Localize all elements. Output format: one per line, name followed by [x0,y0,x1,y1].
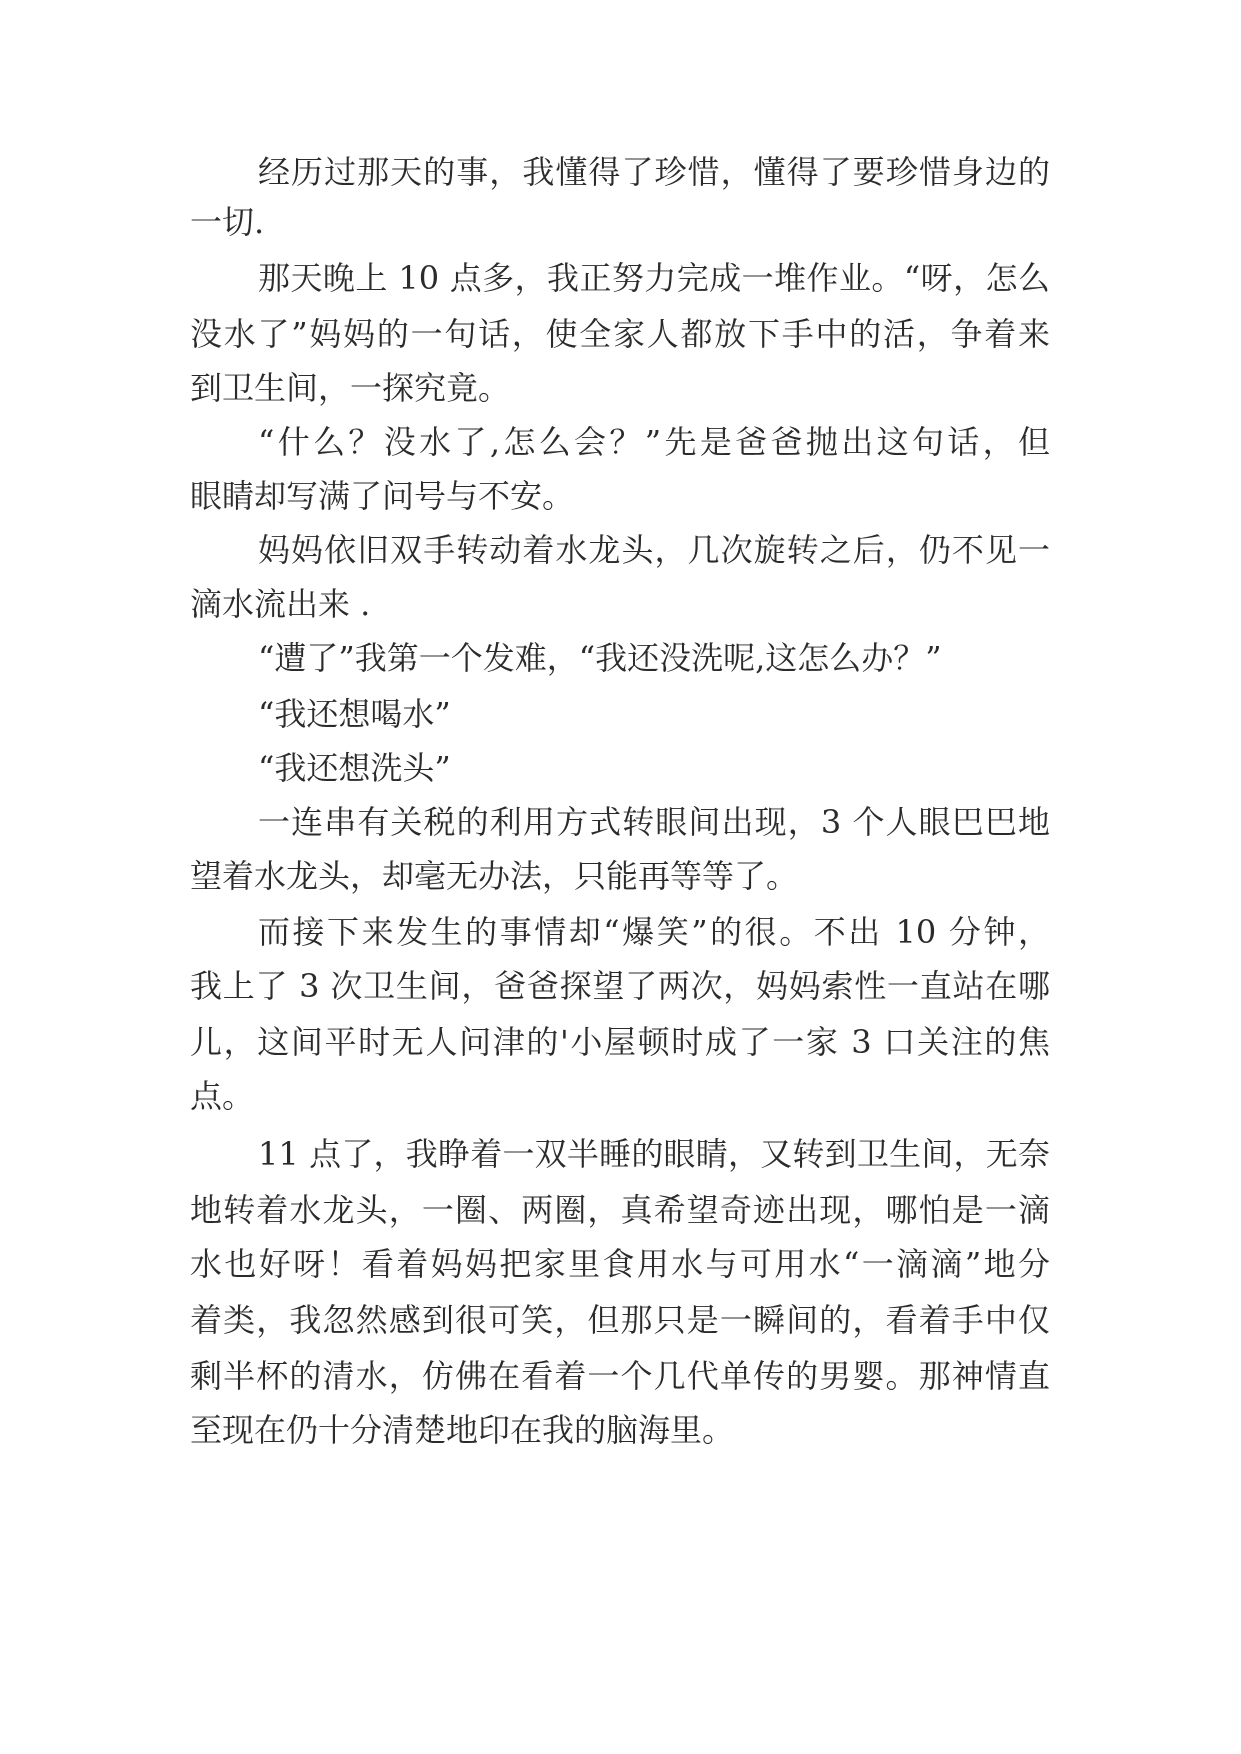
text-line: “我还想喝水” [258,695,451,733]
text-line: 儿，这间平时无人问津的'小屋顿时成了一家 3 口关注的焦 [190,1023,1050,1061]
text-line: 而接下来发生的事情却“爆笑”的很。不出 10 分钟， [258,913,1050,951]
text-line: 眼睛却写满了问号与不安。 [190,477,575,515]
text-line: 着类，我忽然感到很可笑，但那只是一瞬间的，看着手中仅 [190,1301,1050,1339]
text-line: 我上了 3 次卫生间，爸爸探望了两次，妈妈索性一直站在哪 [190,967,1050,1005]
text-line: 至现在仍十分清楚地印在我的脑海里。 [190,1411,735,1449]
text-line: 一连串有关税的利用方式转眼间出现，3 个人眼巴巴地 [258,803,1050,841]
text-line: 滴水流出来 . [190,585,371,623]
text-line: 到卫生间，一探究竟。 [190,369,511,407]
text-line: “什么？没水了,怎么会？”先是爸爸抛出这句话，但 [258,423,1050,461]
text-line: 望着水龙头，却毫无办法，只能再等等了。 [190,857,799,895]
text-line: 11 点了，我睁着一双半睡的眼睛，又转到卫生间，无奈 [258,1135,1050,1173]
text-line: 剩半杯的清水，仿佛在看着一个几代单传的男婴。那神情直 [190,1357,1050,1395]
text-line: 没水了”妈妈的一句话，使全家人都放下手中的活，争着来 [190,315,1050,353]
text-line: 水也好呀！看着妈妈把家里食用水与可用水“一滴滴”地分 [190,1245,1050,1283]
text-line: “我还想洗头” [258,749,451,787]
text-line: 点。 [190,1077,255,1115]
text-line: 经历过那天的事，我懂得了珍惜，懂得了要珍惜身边的 [258,153,1050,191]
text-line: “遭了”我第一个发难，“我还没洗呢,这怎么办？” [258,639,942,677]
text-line: 那天晚上 10 点多，我正努力完成一堆作业。“呀，怎么 [258,259,1050,297]
text-line: 一切. [190,203,265,241]
text-line: 妈妈依旧双手转动着水龙头，几次旋转之后，仍不见一 [258,531,1050,569]
text-line: 地转着水龙头，一圈、两圈，真希望奇迹出现，哪怕是一滴 [190,1191,1050,1229]
